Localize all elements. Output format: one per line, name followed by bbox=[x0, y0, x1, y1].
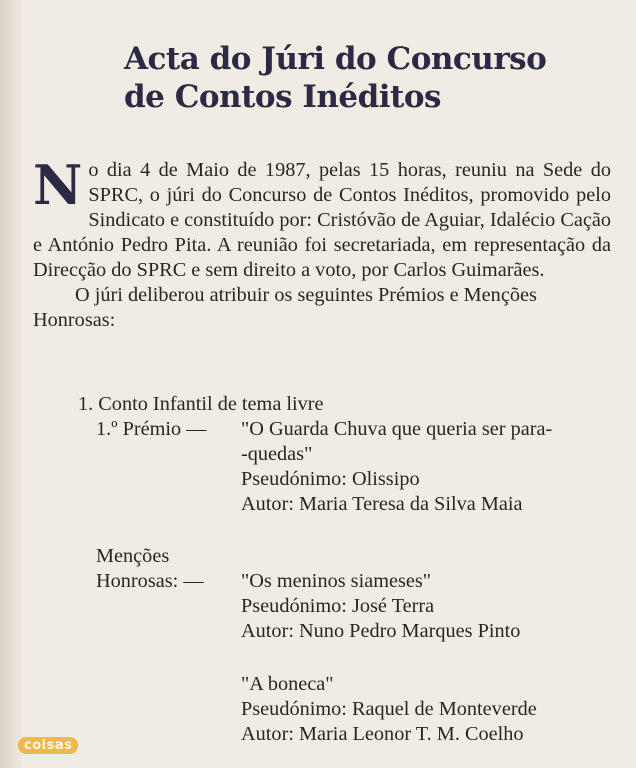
title-line-2: de Contos Inéditos bbox=[124, 79, 441, 115]
mention-2-author: Autor: Maria Leonor T. M. Coelho bbox=[241, 723, 524, 745]
page-title bbox=[124, 40, 624, 116]
body-text bbox=[33, 153, 611, 333]
prize-author: Autor: Maria Teresa da Silva Maia bbox=[241, 493, 523, 515]
mentions-label-line-2: Honrosas: — bbox=[96, 570, 204, 592]
mention-1-title: "Os meninos siameses" bbox=[241, 570, 432, 592]
mention-2-pseudonym: Pseudónimo: Raquel de Monteverde bbox=[241, 698, 537, 720]
prize-title-line-2: -quedas" bbox=[241, 443, 313, 465]
mention-1-author: Autor: Nuno Pedro Marques Pinto bbox=[241, 620, 521, 642]
prize-pseudonym: Pseudónimo: Olissipo bbox=[241, 468, 420, 490]
page-binding-edge bbox=[0, 0, 22, 768]
mention-2-title: "A boneca" bbox=[241, 673, 334, 695]
watermark-logo: coisas bbox=[18, 737, 78, 754]
drop-cap: N bbox=[33, 153, 83, 217]
paragraph-2: O júri deliberou atribuir os seguintes Prémios e Menções Honrosas: bbox=[33, 284, 537, 331]
mention-1-pseudonym: Pseudónimo: José Terra bbox=[241, 595, 435, 617]
paragraph-1 bbox=[33, 153, 611, 283]
section-heading: 1. Conto Infantil de tema livre bbox=[78, 393, 324, 415]
prize-title-line-1: "O Guarda Chuva que queria ser para- bbox=[241, 418, 553, 440]
mentions-label-line-1: Menções bbox=[96, 545, 170, 567]
title-line-1: Acta do Júri do Concurso bbox=[124, 41, 547, 77]
paragraph-1-text: o dia 4 de Maio de 1987, pelas 15 horas, reuniu na Sede do SPRC, o júri do Concurso de Contos Inéditos, promovido pelo Sindicato e constituído por: Cristóvão de Aguiar, Idalécio Cação e António Pedro Pita. A reunião foi secretariada, em representação da Direcção do SPRC e sem direito a voto, por Carlos Guimarães. bbox=[33, 159, 611, 281]
prize-label: 1.º Prémio — bbox=[96, 418, 207, 440]
